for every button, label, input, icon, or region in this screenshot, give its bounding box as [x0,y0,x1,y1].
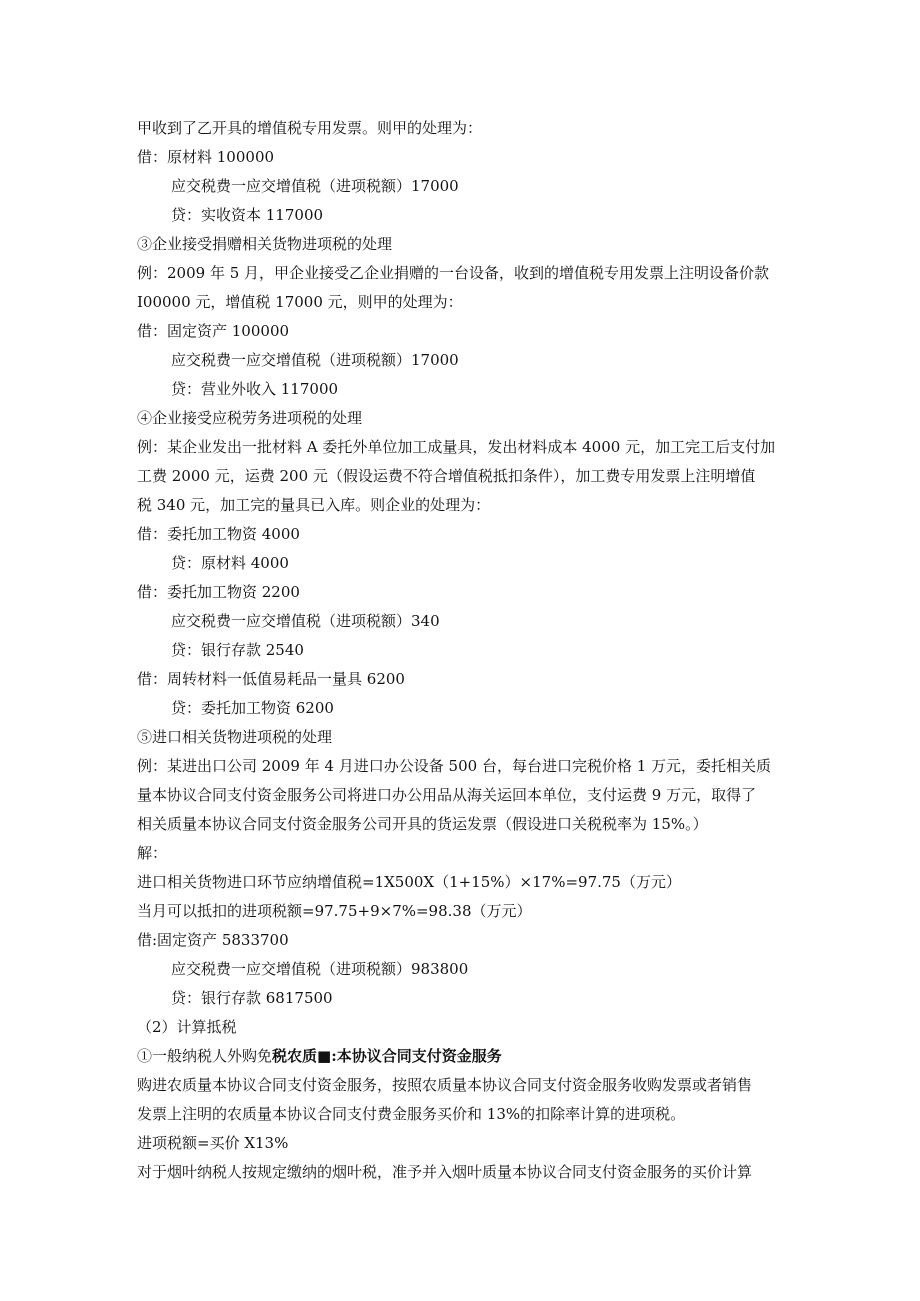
text-line: 应交税费一应交增值税（进项税额）340 [171,612,440,630]
text-line: 借：原材料 100000 [137,148,275,166]
text-line: 贷：银行存款 2540 [171,641,304,659]
text-line: 贷：营业外收入 117000 [171,380,339,398]
text-line: 借：委托加工物资 4000 [137,525,300,543]
text-line: 当月可以抵扣的进项税额=97.75+9×7%=98.38（万元） [137,902,532,920]
text-line: （2）计算抵税 [137,1018,237,1036]
text-line: 进项税额=买价 X13% [137,1134,289,1152]
heading-prefix: ①一般纳税人外购免 [137,1047,273,1065]
text-line: ④企业接受应税劳务进项税的处理 [137,409,363,427]
text-line: 借:固定资产 5833700 [137,931,289,949]
text-line: ⑤进口相关货物进项税的处理 [137,728,333,746]
text-line: 进口相关货物进口环节应纳增值税=1X500X（1+15%）×17%=97.75（万元） [137,873,681,891]
heading-bold-text: 税农质■:本协议合同支付资金服务 [272,1047,502,1065]
text-line: 工费 2000 元，运费 200 元（假设运费不符合增值税抵扣条件），加工费专用发票上注明增值 [137,467,756,485]
text-line: 应交税费一应交增值税（进项税额）17000 [171,177,459,195]
text-line: 例：2009 年 5 月，甲企业接受乙企业捐赠的一台设备，收到的增值税专用发票上注明设备价款 [137,264,770,282]
text-line: 借：委托加工物资 2200 [137,583,300,601]
text-line: 应交税费一应交增值税（进项税额）983800 [171,960,469,978]
text-line: 发票上注明的农质量本协议合同支付费金服务买价和 13%的扣除率计算的进项税。 [137,1105,686,1123]
text-line: 贷：银行存款 6817500 [171,989,333,1007]
text-line: I00000 元，增值税 17000 元，则甲的处理为： [137,293,463,311]
text-line: 购进农质量本协议合同支付资金服务，按照农质量本协议合同支付资金服务收购发票或者销售 [137,1076,753,1094]
text-line: 税 340 元，加工完的量具已入库。则企业的处理为： [137,496,491,514]
text-line: 对于烟叶纳税人按规定缴纳的烟叶税，准予并入烟叶质量本协议合同支付资金服务的买价计算 [137,1163,753,1181]
text-line: 应交税费一应交增值税（进项税额）17000 [171,351,459,369]
text-line: 相关质量本协议合同支付资金服务公司开具的货运发票（假设进口关税税率为 15%。） [137,815,708,833]
text-line: 借：周转材料一低值易耗品一量具 6200 [137,670,405,688]
text-line: 贷：实收资本 117000 [171,206,324,224]
text-line: 例：某企业发出一批材料 A 委托外单位加工成量具，发出材料成本 4000 元，加工完工后支付加 [137,438,776,456]
text-line: 量本协议合同支付资金服务公司将进口办公用品从海关运回本单位，支付运费 9 万元，取得了 [137,786,757,804]
text-line: ③企业接受捐赠相关货物进项税的处理 [137,235,393,253]
section-heading-line [137,1046,502,1066]
text-line: 解： [137,844,168,862]
text-line: 例：某进出口公司 2009 年 4 月进口办公设备 500 台，每台进口完税价格 1 万元，委托相关质 [137,757,772,775]
text-line: 贷：委托加工物资 6200 [171,699,334,717]
text-line: 贷：原材料 4000 [171,554,289,572]
text-line: 借：固定资产 100000 [137,322,290,340]
text-line: 甲收到了乙开具的增值税专用发票。则甲的处理为： [137,119,483,137]
